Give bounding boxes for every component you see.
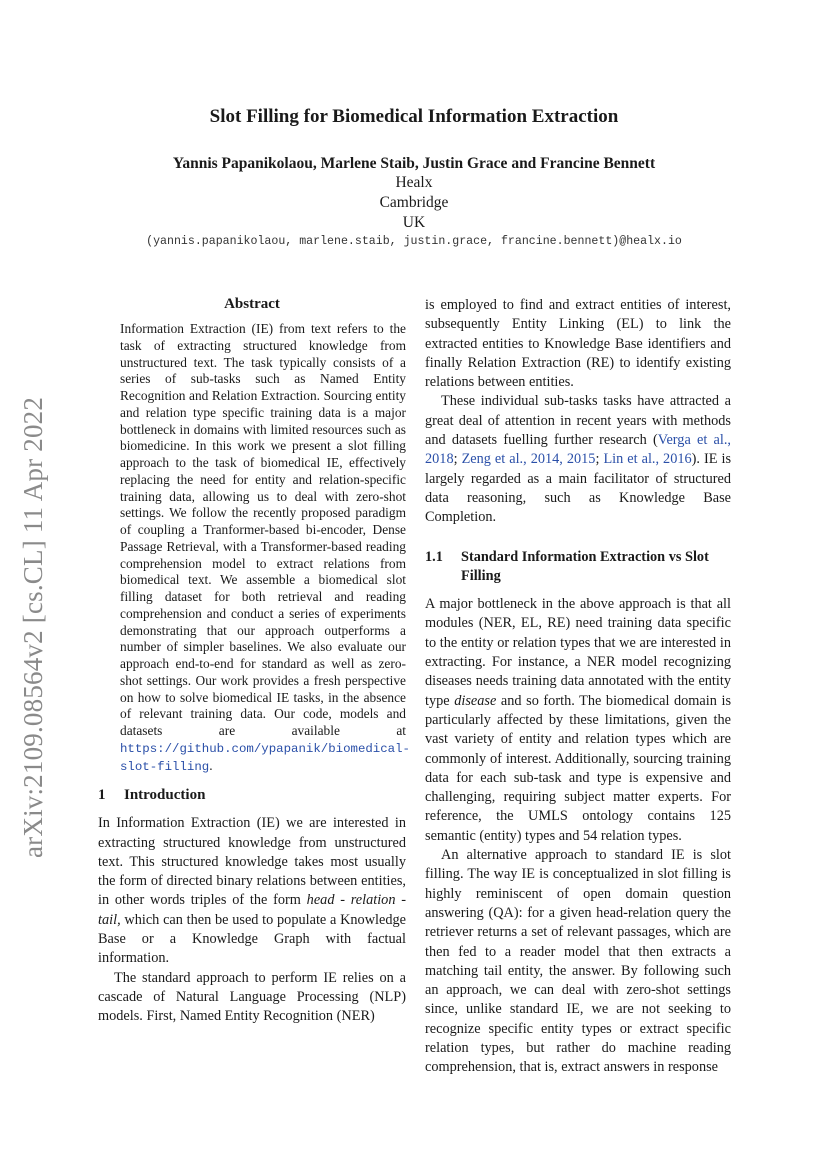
subsection-heading xyxy=(425,548,731,587)
citation-link[interactable]: Verga et al., 2018 xyxy=(425,432,732,468)
arxiv-identifier: arXiv:2109.08564v2 [cs.CL] 11 Apr 2022 xyxy=(18,396,48,858)
affiliation-org: Healx xyxy=(395,174,433,191)
right-paragraph-3 xyxy=(425,595,731,846)
right-paragraph-1: is employed to find and extract entities of interest, subsequently Entity Linking (EL) to link the extracted entities to Knowledge Base identifiers and finally Relation Extraction (RE) to identify existing relations between entities. xyxy=(425,297,731,391)
right-paragraph-2 xyxy=(425,392,731,527)
abstract-text xyxy=(120,321,410,775)
right-p3-text: A major bottleneck in the above approach is that all modules (NER, EL, RE) need training data specific to the entity or relation types that we are interested in extracting. For instance, a NER model recognizing diseases needs training data annotated with the entity type xyxy=(425,596,731,709)
intro-p1-text-end: , which can then be used to populate a Knowledge Base or a Knowledge Graph with factual information. xyxy=(98,911,406,967)
intro-p1-text: In Information Extraction (IE) we are interested in extracting structured knowledge from unstructured text. This structured knowledge takes most usually the form of directed binary relations between entities, in other words triples of the form xyxy=(98,815,406,909)
right-paragraph-4: An alternative approach to standard IE is slot filling. The way IE is conceptualized in slot filling is highly reminiscent of open domain question answering (QA): for a given head-relation query the retriever returns a set of relevant passages, which are then fed to a reader model that then extracts a matching tail entity, the answer. By following such an approach, we can deal with zero-shot settings since, unlike standard IE, we are not seeking to recognize specific entity types or extract specific relation types, but rather do machine reading comprehension, that is, extract answers in response xyxy=(425,847,731,1076)
section-title: Introduction xyxy=(124,787,206,804)
affiliation-city: Cambridge xyxy=(379,194,449,211)
author-list: Yannis Papanikolaou, Marlene Staib, Justin Grace and Francine Bennett xyxy=(172,155,656,172)
paper-title: Slot Filling for Biomedical Information Extraction xyxy=(209,106,619,127)
citation-separator: ; xyxy=(595,451,604,468)
abstract-end: . xyxy=(209,757,213,773)
right-column xyxy=(425,296,731,1078)
section-heading-introduction xyxy=(98,787,406,804)
abstract-heading: Abstract xyxy=(224,296,280,312)
left-column xyxy=(98,296,410,1027)
section-number: 1 xyxy=(98,787,106,804)
author-emails: (yannis.papanikolaou, marlene.staib, justin.grace, francine.bennett)@healx.io xyxy=(146,235,682,248)
citation-link[interactable]: Lin et al., 2016 xyxy=(603,451,692,468)
intro-paragraph-2: The standard approach to perform IE relies on a cascade of Natural Language Processing (NLP) models. First, Named Entity Recognition (NER) xyxy=(98,969,406,1025)
affiliation-country: UK xyxy=(402,214,426,231)
right-p2-text-end: ). IE is largely regarded as a main facilitator of structured data reasoning, such as Knowledge Base Completion. xyxy=(425,451,732,526)
entity-type-term: disease xyxy=(454,692,497,709)
abstract-body: Information Extraction (IE) from text refers to the task of extracting structured knowledge from unstructured text. The task typically consists of a series of sub-tasks such as Named Entity Recognition and Relation Extraction. Sourcing entity and relation type specific training data is a major bottleneck in domains with limited resources such as biomedicine. In this work we present a slot filling approach to the task of biomedical IE, effectively replacing the need for entity and relation-specific training data, allowing us to deal with zero-shot settings. We follow the recently proposed paradigm of coupling a Tranformer-based bi-encoder, Dense Passage Retrieval, with a Transformer-based reading comprehension model to extract relations from biomedical text. We assemble a biomedical slot filling dataset for both retrieval and reading comprehension and conduct a series of experiments demonstrating that our approach outperforms a number of simpler baselines. We also evaluate our approach end-to-end for standard as well as zero-shot settings. Our work provides a fresh perspective on how to solve biomedical IE tasks, in the absence of relevant training data. Our code, models and datasets are available at xyxy=(120,321,406,738)
citation-link[interactable]: Zeng et al., 2014, 2015 xyxy=(461,451,596,468)
right-p2-text: These individual sub-tasks tasks have attracted a great deal of attention in recent years with methods and datasets fuelling further research ( xyxy=(425,393,731,449)
citation-separator: ; xyxy=(453,451,462,468)
subsection-title: Standard Information Extraction vs Slot Filling xyxy=(461,548,709,584)
intro-paragraph-1 xyxy=(98,814,406,968)
right-p3-text-end: and so forth. The biomedical domain is particularly affected by these limitations, given the vast variety of entity and relation types which are commonly of interest. Additionally, sourcing training data for each sub-task and type is expensive and challenging, requiring subject matter experts. For reference, the UMLS ontology contains 125 semantic (entity) types and 54 relation types. xyxy=(425,692,732,844)
subsection-number: 1.1 xyxy=(425,548,443,565)
triple-form: head - relation - tail xyxy=(98,892,407,928)
code-link[interactable]: https://github.com/ypapanik/biomedical-slot-filling xyxy=(120,741,410,774)
